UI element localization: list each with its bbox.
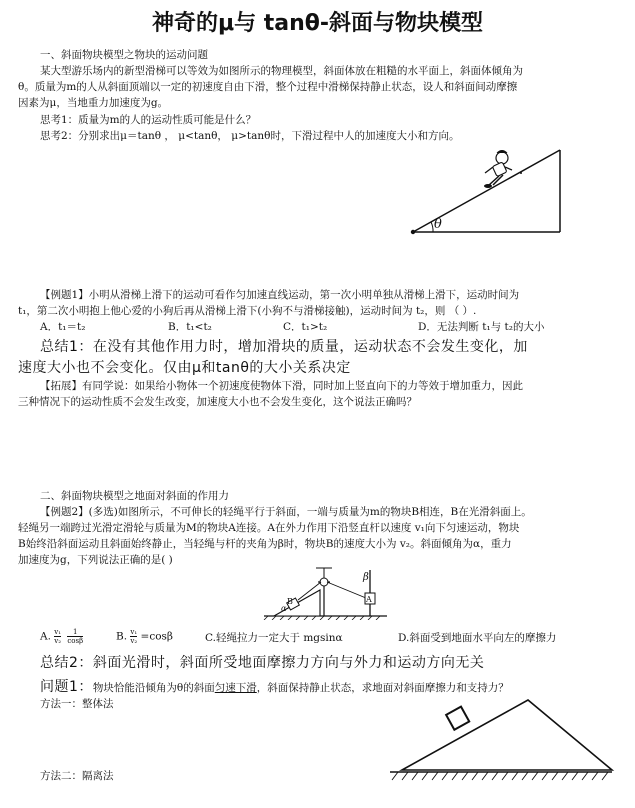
example2-line4: 加速度为g，下列说法正确的是( ): [18, 554, 173, 566]
think-question-2: 思考2：分别求出μ＝tanθ ， μ<tanθ， μ>tanθ时，下滑过程中人的加速度大小和方向。: [40, 130, 460, 142]
example1-line2: t₁，第二次小明抱上他心爱的小狗后再从滑梯上滑下(小狗不与滑梯接触)，运动时间为 t₂，则 （ ）.: [18, 305, 477, 317]
example1-option-c: C．t₁>t₂: [283, 321, 328, 333]
option-b-suffix: =cosβ: [140, 630, 173, 643]
section2-heading: 二、斜面物块模型之地面对斜面的作用力: [40, 490, 229, 502]
incline-block-figure: [368, 698, 623, 790]
method-2: 方法二：隔离法: [40, 770, 114, 782]
example2-line3: B始终沿斜面运动且斜面始终静止，当轻绳与杆的夹角为β时，物块B的速度大小为 v₂。斜面倾角为α，重力: [18, 538, 512, 550]
think-question-1: 思考1：质量为m的人的运动性质可能是什么？: [40, 114, 257, 126]
sliding-person-icon: [484, 151, 512, 189]
example1-option-d: D．无法判断 t₁与 t₂的大小: [418, 321, 545, 333]
question1: [40, 676, 509, 696]
option-a-fraction1: [54, 628, 61, 645]
option-b-frac-top: v₁: [130, 628, 138, 636]
example2-line2: 轻绳另一端跨过光滑定滑轮与质量为M的物块A连接。A在外力作用下沿竖直杆以速度 v₁向下匀速运动，物块: [18, 522, 520, 534]
option-b-fraction: [130, 628, 137, 645]
summary1-line2: 速度大小也不会变化。仅由μ和tanθ的大小关系决定: [18, 360, 351, 376]
question1-text-b: ，斜面保持静止状态，求地面对斜面摩擦力和支持力？: [256, 682, 509, 694]
example2-line1: 【例题2】(多选)如图所示，不可伸长的轻绳平行于斜面，一端与质量为m的物块B相连，B在光滑斜面上。: [40, 506, 532, 518]
option-a-fraction2: [67, 628, 83, 645]
option-b-frac-bottom: v₂: [130, 637, 138, 645]
example2-option-c: C.轻绳拉力一定大于 mgsinα: [205, 632, 343, 644]
question1-label: 问题1：: [40, 679, 93, 695]
example1-line1: 【例题1】小明从滑梯上滑下的运动可看作匀加速直线运动，第一次小明单独从滑梯上滑下，运动时间为: [40, 289, 520, 301]
extension-line1: 【拓展】有同学说：如果给小物体一个初速度使物体下滑，同时加上竖直向下的力等效于增加重力，因此: [40, 380, 523, 392]
alpha-label: α: [281, 604, 287, 613]
option-a-frac1-bottom: v₂: [54, 637, 62, 645]
method-1: 方法一：整体法: [40, 698, 114, 710]
example2-option-b: [116, 628, 173, 645]
section1-para-line2: θ。质量为m的人从斜面顶端以一定的初速度自由下滑，整个过程中滑梯保持静止状态，设人和斜面间动摩擦: [18, 81, 518, 93]
section1-para-line3: 因素为μ，当地重力加速度为g。: [18, 97, 169, 109]
summary2: 总结2：斜面光滑时，斜面所受地面摩擦力方向与外力和运动方向无关: [40, 655, 485, 671]
theta-label: θ: [434, 217, 442, 232]
section1-para-line1: 某大型游乐场内的新型滑梯可以等效为如图所示的物理模型，斜面体放在粗糙的水平面上，斜面体倾角为: [40, 65, 523, 77]
page-title: 神奇的μ与 tanθ-斜面与物块模型: [151, 11, 484, 36]
beta-label: β: [363, 572, 369, 583]
example1-option-b: B．t₁<t₂: [168, 321, 212, 333]
summary1-line1: 总结1：在没有其他作用力时，增加滑块的质量，运动状态不会发生变化，加: [40, 339, 528, 355]
option-a-frac1-top: v₁: [54, 628, 62, 636]
example2-option-a: [40, 628, 83, 645]
extension-line2: 三种情况下的运动性质不会发生改变，加速度大小也不会发生变化，这个说法正确吗？: [18, 396, 417, 408]
question1-text-underlined: 匀速下滑: [214, 682, 257, 694]
option-a-frac2-top: 1: [67, 628, 83, 637]
block-a-label: A: [366, 595, 372, 604]
block-b-label: B: [287, 597, 293, 606]
section1-heading: 一、斜面物块模型之物块的运动问题: [40, 49, 208, 61]
slide-figure: [395, 140, 610, 240]
option-a-prefix: A.: [40, 630, 51, 643]
question1-text-a: 物块恰能沿倾角为θ的斜面: [92, 682, 215, 694]
option-a-frac2-bottom: cosβ: [67, 637, 84, 645]
example1-option-a: A．t₁＝t₂: [40, 321, 86, 333]
block-icon: [446, 707, 469, 730]
option-b-prefix: B.: [116, 630, 128, 643]
example2-option-d: D.斜面受到地面水平向左的摩擦力: [398, 632, 557, 644]
